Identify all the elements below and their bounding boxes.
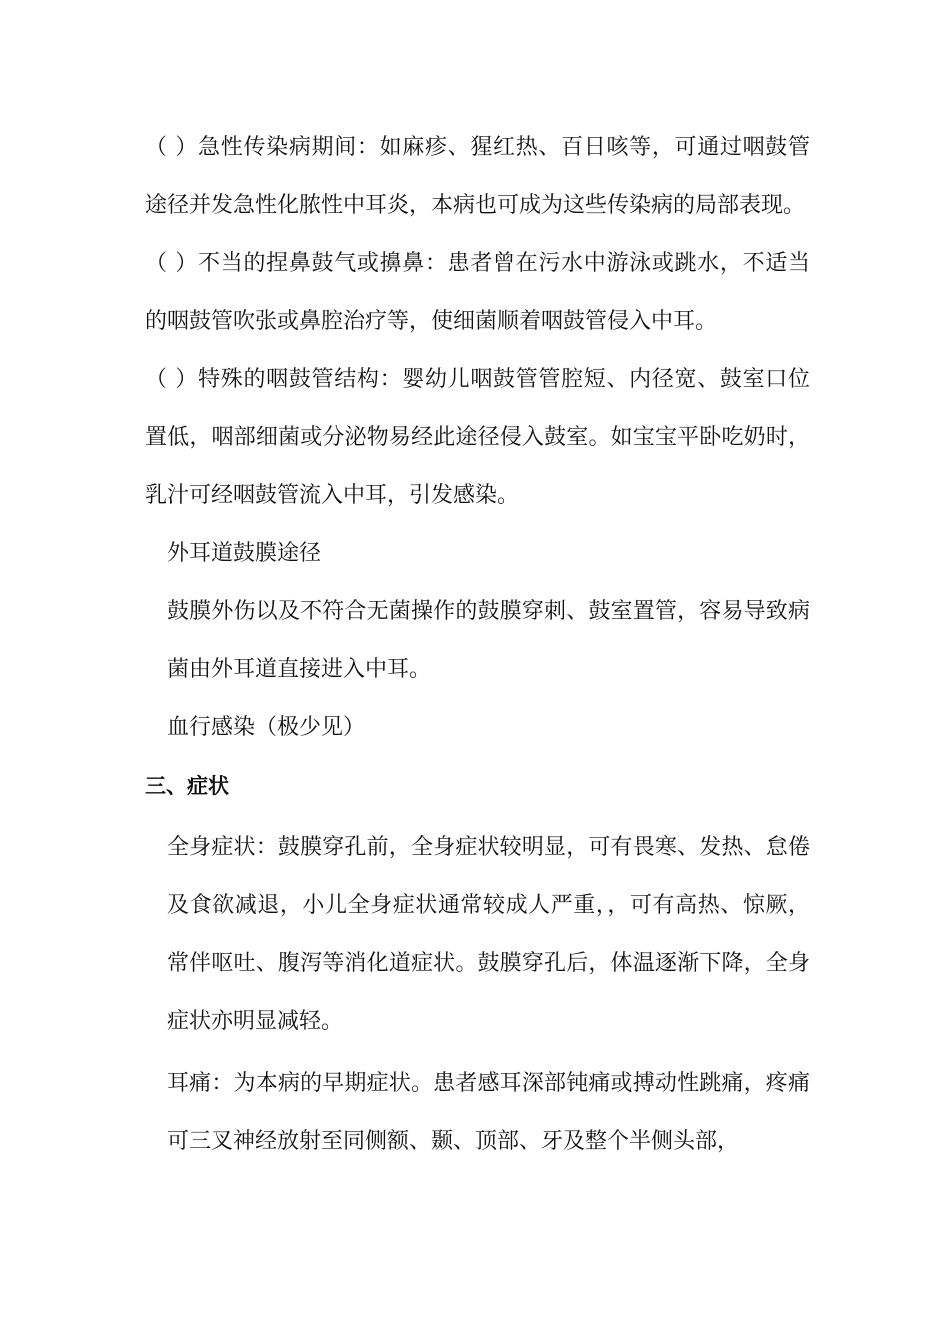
document-body [145, 119, 810, 1171]
subheading-ear-canal-route: 外耳道鼓膜途径 [167, 541, 322, 566]
section-heading-symptoms: 三、症状 [145, 774, 229, 798]
list-item-improper-nose-blowing: （ ）不当的捏鼻鼓气或擤鼻：患者曾在污水中游泳或跳水，不适当的咽鼓管吹张或鼻腔治疗等，使细菌顺着咽鼓管侵入中耳。 [145, 251, 810, 334]
list-item-eustachian-structure: （ ）特殊的咽鼓管结构：婴幼儿咽鼓管管腔短、内径宽、鼓室口位置低，咽部细菌或分泌物易经此途径侵入鼓室。如宝宝平卧吃奶时，乳汁可经咽鼓管流入中耳，引发感染。 [145, 367, 810, 508]
list-item-infectious-disease: （ ）急性传染病期间：如麻疹、猩红热、百日咳等，可通过咽鼓管途径并发急性化脓性中耳炎，本病也可成为这些传染病的局部表现。 [145, 135, 810, 218]
subheading-blood-infection: 血行感染（极少见） [167, 715, 366, 740]
paragraph-ear-pain: 耳痛：为本病的早期症状。患者感耳深部钝痛或搏动性跳痛，疼痛可三叉神经放射至同侧额、颞、顶部、牙及整个半侧头部， [167, 1071, 810, 1154]
paragraph-ear-canal-route: 鼓膜外伤以及不符合无菌操作的鼓膜穿刺、鼓室置管，容易导致病菌由外耳道直接进入中耳。 [167, 599, 810, 682]
paragraph-systemic-symptoms: 全身症状：鼓膜穿孔前，全身症状较明显，可有畏寒、发热、怠倦及食欲减退，小儿全身症状通常较成人严重，，可有高热、惊厥，常伴呕吐、腹泻等消化道症状。鼓膜穿孔后，体温逐渐下降，全身症状亦明显减轻。 [167, 835, 810, 1034]
